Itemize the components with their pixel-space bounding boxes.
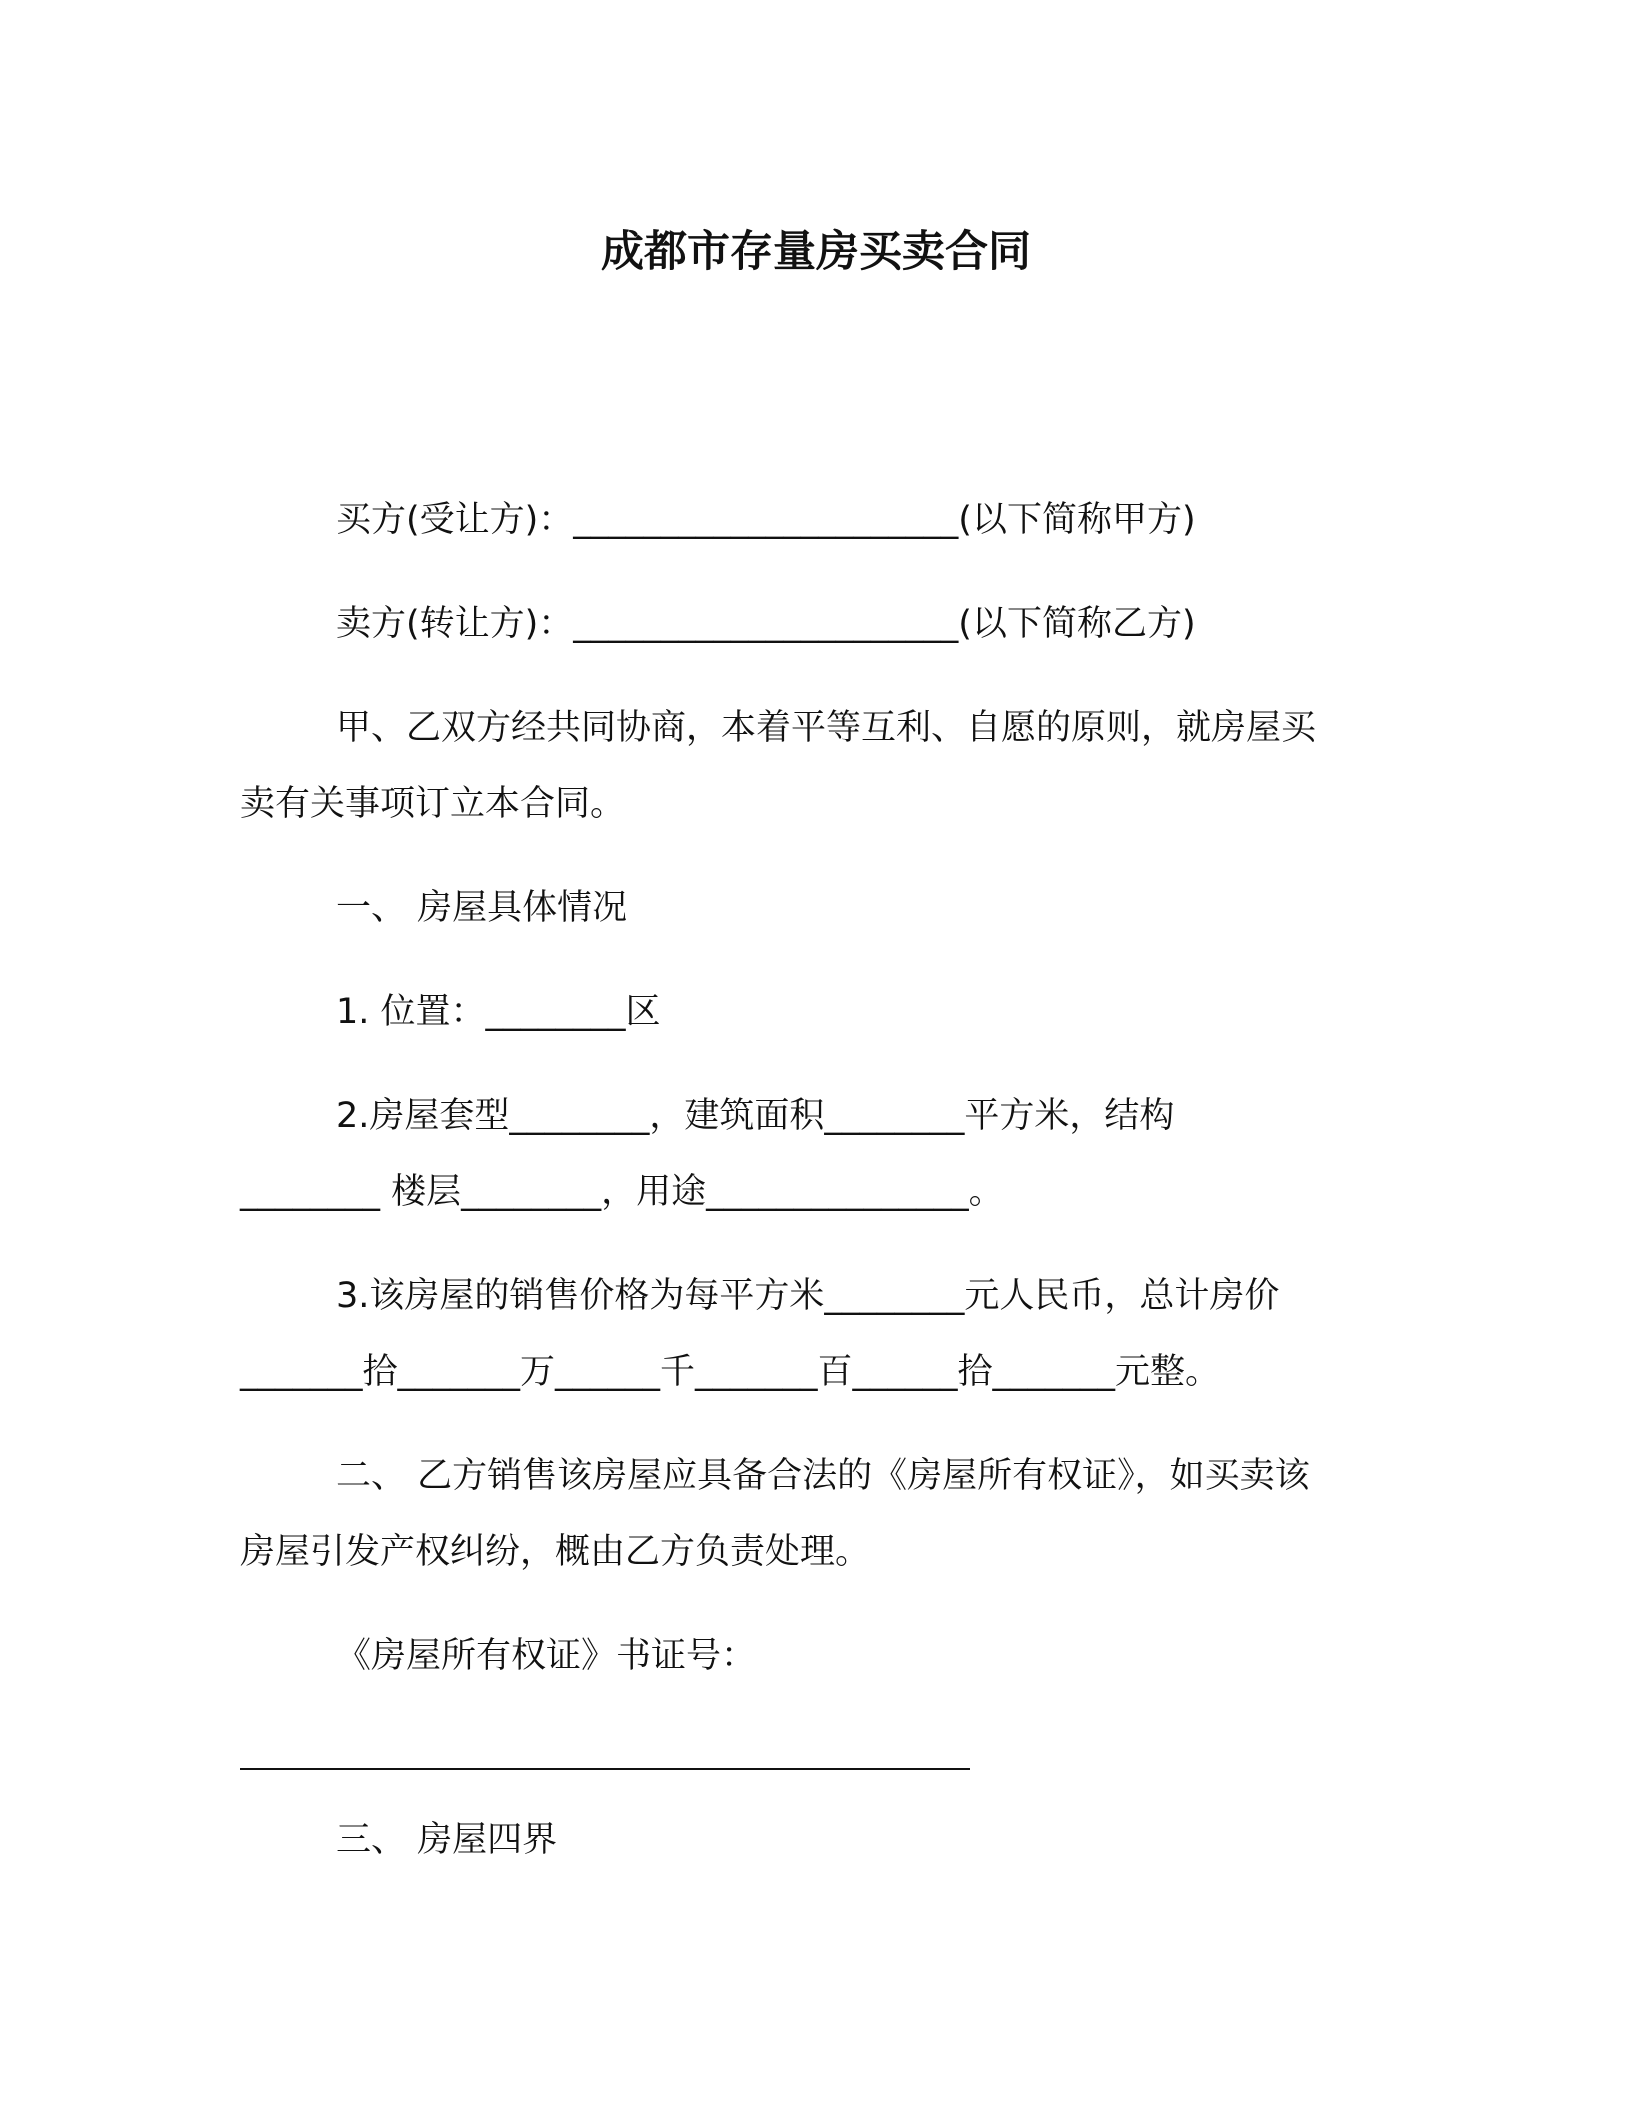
- section-3-heading: 三、 房屋四界: [336, 1820, 558, 1860]
- location-line: 1. 位置：________区: [336, 992, 661, 1032]
- section-2-line-1: 二、 乙方销售该房屋应具备合法的《房屋所有权证》，如买卖该: [336, 1456, 1310, 1496]
- certificate-number-blank: [240, 1736, 980, 1776]
- seller-line: 卖方(转让方)：______________________(以下简称乙方): [336, 604, 1196, 644]
- house-type-line-1: 2.房屋套型________，建筑面积________平方米，结构: [336, 1096, 1175, 1136]
- house-type-line-2: ________ 楼层________，用途_______________。: [240, 1172, 1004, 1212]
- section-2-line-2: 房屋引发产权纠纷，概由乙方负责处理。: [240, 1532, 871, 1572]
- certificate-number-label: 《房屋所有权证》书证号：: [336, 1636, 757, 1676]
- blank-underline: [240, 1768, 970, 1770]
- document-title: 成都市存量房买卖合同: [601, 227, 1031, 277]
- intro-paragraph-line-2: 卖有关事项订立本合同。: [240, 784, 626, 824]
- intro-paragraph-line-1: 甲、乙双方经共同协商，本着平等互利、自愿的原则，就房屋买: [336, 708, 1317, 748]
- section-1-heading: 一、 房屋具体情况: [336, 888, 628, 928]
- buyer-line: 买方(受让方)：______________________(以下简称甲方): [336, 500, 1196, 540]
- price-line-2: _______拾_______万______千_______百______拾_______元整。: [240, 1352, 1221, 1392]
- price-line-1: 3.该房屋的销售价格为每平方米________元人民币，总计房价: [336, 1276, 1280, 1316]
